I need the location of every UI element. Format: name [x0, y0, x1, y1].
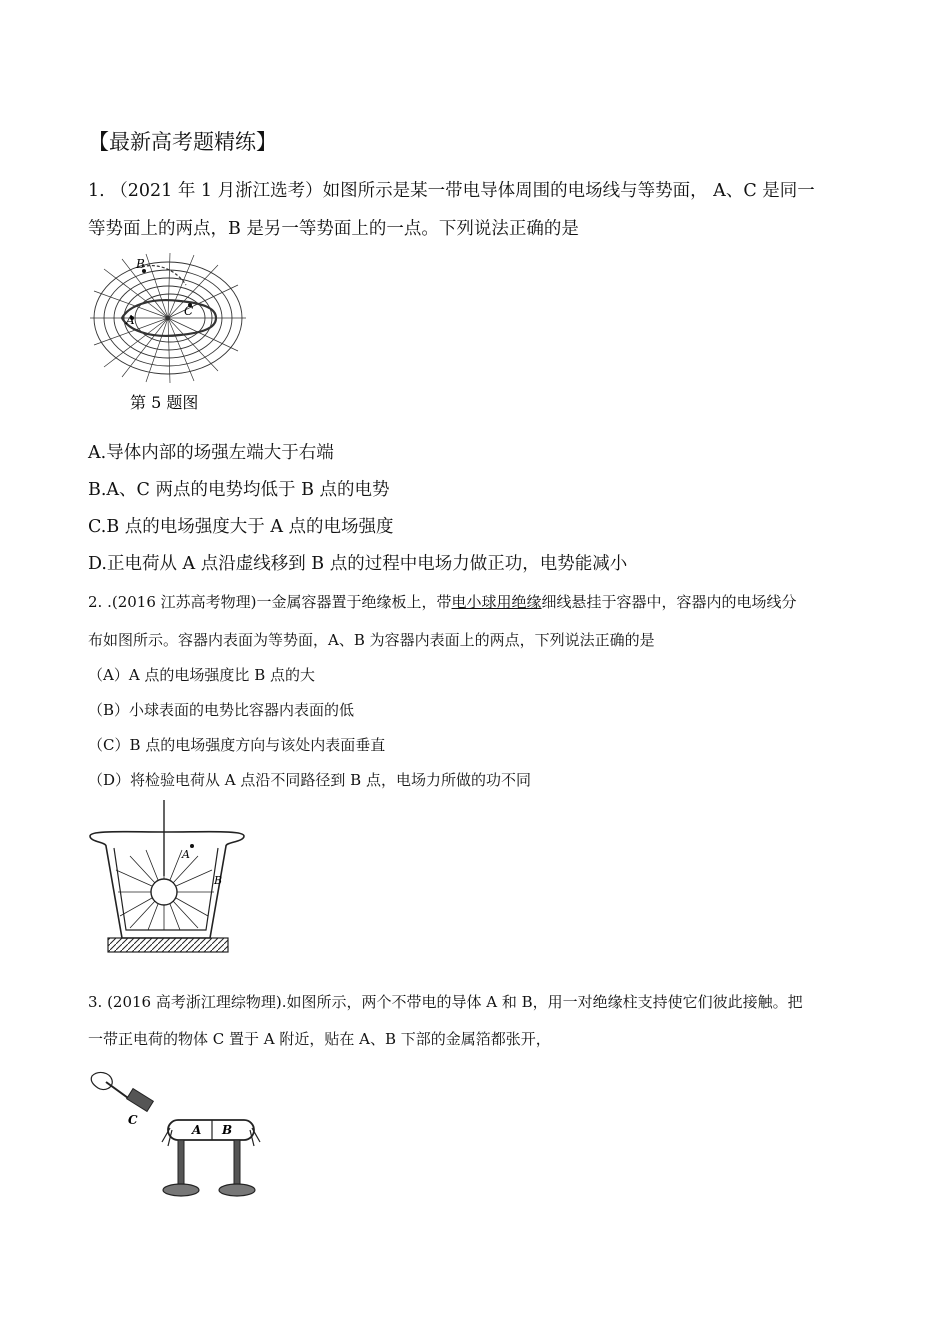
q2-container-figure: [86, 800, 248, 958]
q2-option-b: （B）小球表面的电势比容器内表面的低: [88, 701, 355, 719]
q2-option-c: （C）B 点的电场强度方向与该处内表面垂直: [88, 736, 386, 754]
q1-label-b: B: [136, 257, 145, 271]
q2-option-d: （D）将检验电荷从 A 点沿不同路径到 B 点，电场力所做的功不同: [88, 771, 531, 789]
q1-label-c: C: [184, 304, 194, 318]
q3-label-c: C: [128, 1113, 138, 1127]
q2-stem-line1-underlined: 电小球用绝缘: [451, 593, 542, 611]
section-heading: 【最新高考题精练】: [88, 130, 277, 154]
q2-stem-line1: [88, 593, 797, 611]
q1-label-a: A: [126, 313, 135, 327]
q1-option-b: B.A、C 两点的电势均低于 B 点的电势: [88, 480, 390, 500]
q3-label-b: B: [222, 1123, 233, 1137]
q2-stem-line1-post: 细线悬挂于容器中，容器内的电场线分: [541, 593, 797, 611]
q2-option-a: （A）A 点的电场强度比 B 点的大: [88, 666, 315, 684]
q1-field-figure: [88, 255, 263, 415]
q3-conductor-figure: [88, 1068, 268, 1204]
q2-label-b: B: [214, 874, 223, 887]
q1-option-c: C.B 点的电场强度大于 A 点的电场强度: [88, 517, 394, 537]
q3-label-a: A: [192, 1123, 202, 1137]
q1-figure-caption: 第 5 题图: [130, 393, 199, 412]
q2-stem-line1-pre: 2. .(2016 江苏高考物理)一金属容器置于绝缘板上，带: [88, 593, 452, 611]
q2-stem-line2: 布如图所示。容器内表面为等势面，A、B 为容器内表面上的两点，下列说法正确的是: [88, 631, 655, 649]
q2-label-a: A: [182, 848, 190, 861]
q1-option-d: D.正电荷从 A 点沿虚线移到 B 点的过程中电场力做正功，电势能减小: [88, 554, 628, 574]
q3-stem-line1: 3. (2016 高考浙江理综物理).如图所示，两个不带电的导体 A 和 B，用一对绝缘柱支持使它们彼此接触。把: [88, 993, 803, 1011]
q3-stem-line2: 一带正电荷的物体 C 置于 A 附近，贴在 A、B 下部的金属箔都张开，: [88, 1030, 551, 1048]
q1-stem-line2: 等势面上的两点，B 是另一等势面上的一点。下列说法正确的是: [88, 219, 579, 239]
q1-stem-line1: 1. （2021 年 1 月浙江选考）如图所示是某一带电导体周围的电场线与等势面， A、C 是同一: [88, 181, 815, 201]
q1-option-a: A.导体内部的场强左端大于右端: [88, 443, 334, 463]
